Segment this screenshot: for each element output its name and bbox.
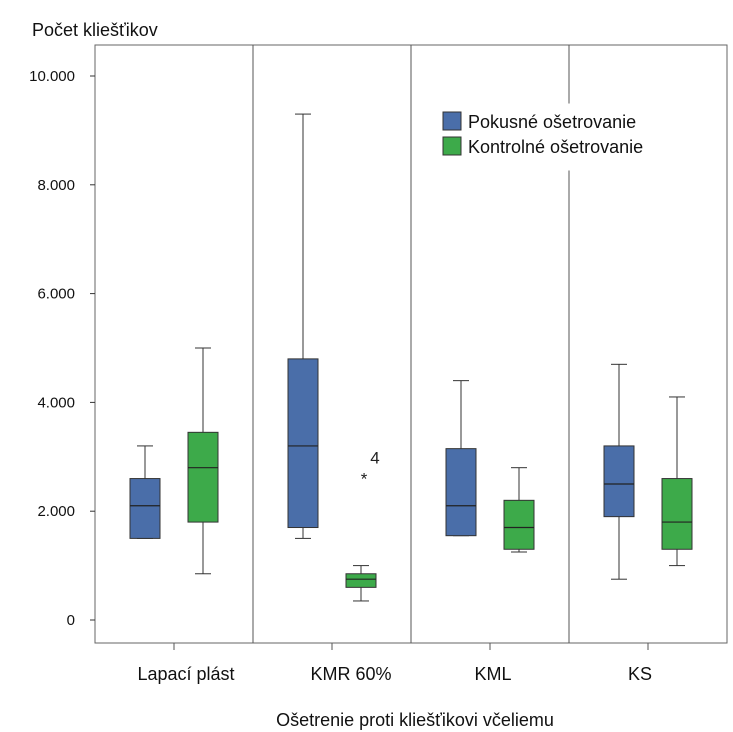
y-axis — [29, 68, 95, 629]
box-iqr — [446, 449, 476, 536]
y-tick-label: 8.000 — [37, 176, 75, 194]
box-iqr — [188, 432, 218, 522]
x-axis-title: Ošetrenie proti kliešťikovi včeliemu — [276, 710, 554, 730]
box-iqr — [288, 359, 318, 528]
y-tick-label: 6.000 — [37, 285, 75, 303]
legend-swatch-kontrolne — [443, 137, 461, 155]
outlier-marker: * — [360, 469, 368, 489]
x-category-label: KML — [474, 664, 512, 684]
x-category-label: KS — [627, 664, 653, 684]
box-iqr — [662, 479, 692, 550]
x-category-label: Lapací plást — [137, 664, 235, 684]
y-tick-label: 10.000 — [29, 68, 75, 85]
outlier-label: 4 — [370, 448, 380, 468]
y-tick-label: 2.000 — [37, 503, 75, 521]
y-tick-label: 0 — [66, 612, 75, 629]
y-tick-label: 4.000 — [37, 394, 75, 412]
legend-label-kontrolne: Kontrolné ošetrovanie — [468, 137, 644, 157]
x-axis — [137, 643, 652, 684]
legend-swatch-pokusne — [443, 112, 461, 130]
x-category-label: KMR 60% — [310, 664, 392, 684]
box-iqr — [346, 574, 376, 588]
box-iqr — [604, 446, 634, 517]
legend — [433, 104, 695, 170]
y-axis-title: Počet kliešťikov — [32, 20, 158, 40]
box-iqr — [130, 479, 160, 539]
box-iqr — [504, 500, 534, 549]
legend-label-pokusne: Pokusné ošetrovanie — [468, 112, 637, 132]
